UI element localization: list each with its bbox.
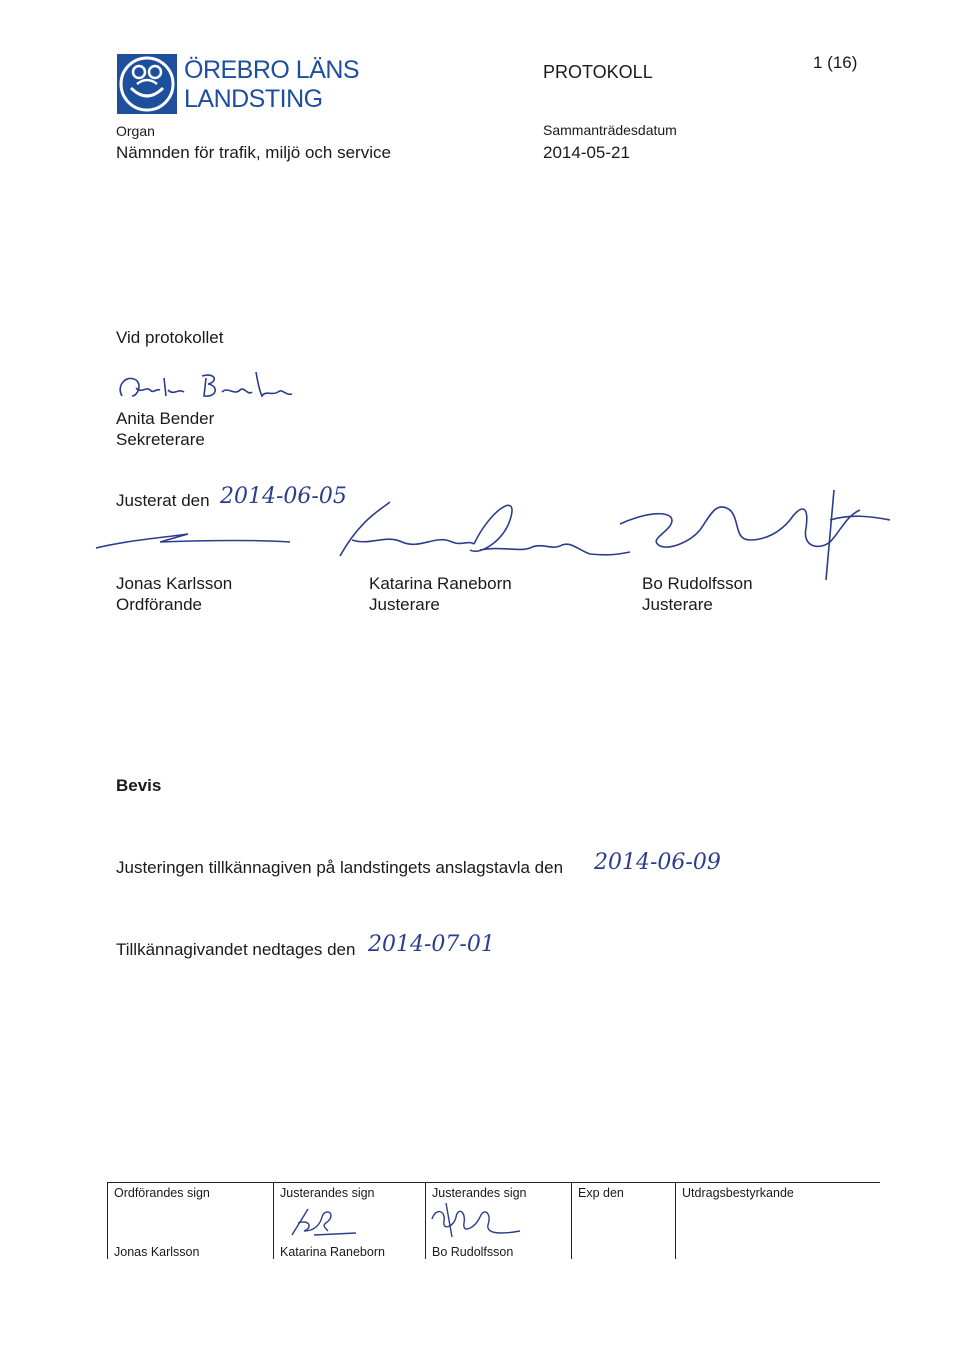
meeting-date-label: Sammanträdesdatum: [543, 122, 677, 138]
organization-name: [184, 56, 359, 114]
signatory-chair: [116, 573, 232, 615]
announced-text: Justeringen tillkännagiven på landstingets anslagstavla den: [116, 858, 564, 877]
announced-date-handwritten: 2014-06-09: [594, 850, 721, 875]
footer-cell-chair: [107, 1183, 274, 1259]
removed-date-handwritten: 2014-07-01: [368, 932, 495, 957]
footer-header-exp-den: Exp den: [578, 1186, 624, 1200]
secretary-role: Sekreterare: [116, 430, 205, 449]
signature-footer-table: [107, 1182, 880, 1259]
secretary-signature: [112, 366, 302, 413]
footer-cell-adjuster-1: [273, 1183, 426, 1259]
footer-header-adjuster-1: Justerandes sign: [280, 1186, 375, 1200]
signatory-adjuster-1: [369, 573, 512, 615]
footer-cell-exp-den: [571, 1183, 676, 1259]
chair-name: Jonas Karlsson: [116, 574, 233, 593]
justerat-date-handwritten: 2014-06-05: [220, 484, 347, 509]
footer-cell-utdrag: [675, 1183, 881, 1259]
page-number: 1 (16): [813, 53, 858, 72]
vid-protokollet-label: Vid protokollet: [116, 328, 224, 347]
organ-label: Organ: [116, 123, 155, 139]
org-name-line1: ÖREBRO LÄNS: [184, 56, 360, 84]
footer-name-chair: Jonas Karlsson: [114, 1245, 200, 1259]
chair-role: Ordförande: [116, 595, 202, 614]
footer-name-adjuster-1: Katarina Raneborn: [280, 1245, 385, 1259]
footer-header-utdrag: Utdragsbestyrkande: [682, 1186, 794, 1200]
removed-text: Tillkännagivandet nedtages den: [116, 940, 356, 959]
adjuster-1-name: Katarina Raneborn: [369, 574, 512, 593]
secretary-name: Anita Bender: [116, 409, 215, 428]
meeting-date-value: 2014-05-21: [543, 143, 630, 162]
footer-name-adjuster-2: Bo Rudolfsson: [432, 1245, 514, 1259]
document-type: PROTOKOLL: [543, 62, 653, 82]
initials-br-signature: [426, 1197, 536, 1243]
adjuster-2-role: Justerare: [642, 595, 713, 614]
adjuster-2-name: Bo Rudolfsson: [642, 574, 753, 593]
bevis-heading: Bevis: [116, 776, 162, 795]
organ-value: Nämnden för trafik, miljö och service: [116, 143, 391, 162]
justerat-label: Justerat den: [116, 491, 210, 510]
footer-cell-adjuster-2: [425, 1183, 572, 1259]
footer-header-chair: Ordförandes sign: [114, 1186, 210, 1200]
org-name-line2: LANDSTING: [184, 85, 323, 113]
footer-header-adjuster-2: Justerandes sign: [432, 1186, 527, 1200]
signatory-adjuster-2: [642, 573, 753, 615]
landsting-logo-icon: [117, 54, 177, 114]
initials-kr-signature: [284, 1201, 364, 1241]
adjuster-1-role: Justerare: [369, 595, 440, 614]
